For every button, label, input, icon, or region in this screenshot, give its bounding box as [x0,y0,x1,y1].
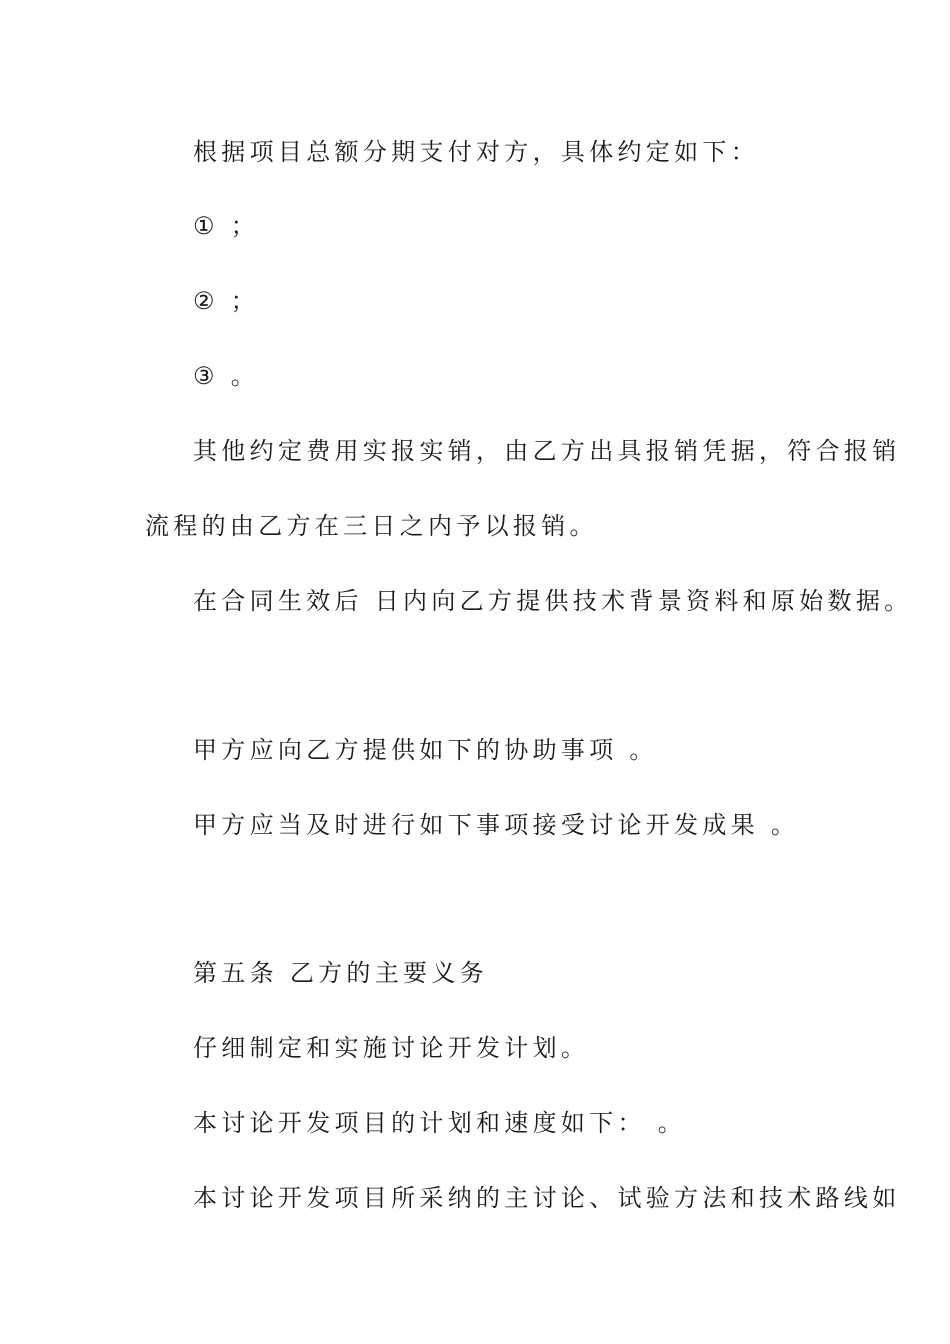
installment-item-2: ② ； [193,287,260,315]
other-expenses-text-cont: 流程的由乙方在三日之内予以报销。 [145,512,598,540]
assistance-text: 甲方应向乙方提供如下的协助事项 。 [193,736,658,764]
methods-text: 本讨论开发项目所采纳的主讨论、试验方法和技术路线如 [193,1184,901,1212]
other-expenses-text: 其他约定费用实报实销，由乙方出具报销凭据，符合报销 [193,437,901,465]
article-five-heading: 第五条 乙方的主要义务 [193,959,488,987]
schedule-text: 本讨论开发项目的计划和速度如下： 。 [193,1109,687,1137]
technical-data-text: 在合同生效后 日内向乙方提供技术背景资料和原始数据。 [193,587,913,615]
payment-installment-text: 根据项目总额分期支付对方，具体约定如下： [193,138,759,166]
installment-item-1: ① ； [193,212,260,240]
acceptance-text: 甲方应当及时进行如下事项接受讨论开发成果 。 [193,811,800,839]
installment-item-3: ③ 。 [193,362,260,390]
plan-obligation-text: 仔细制定和实施讨论开发计划。 [193,1034,590,1062]
